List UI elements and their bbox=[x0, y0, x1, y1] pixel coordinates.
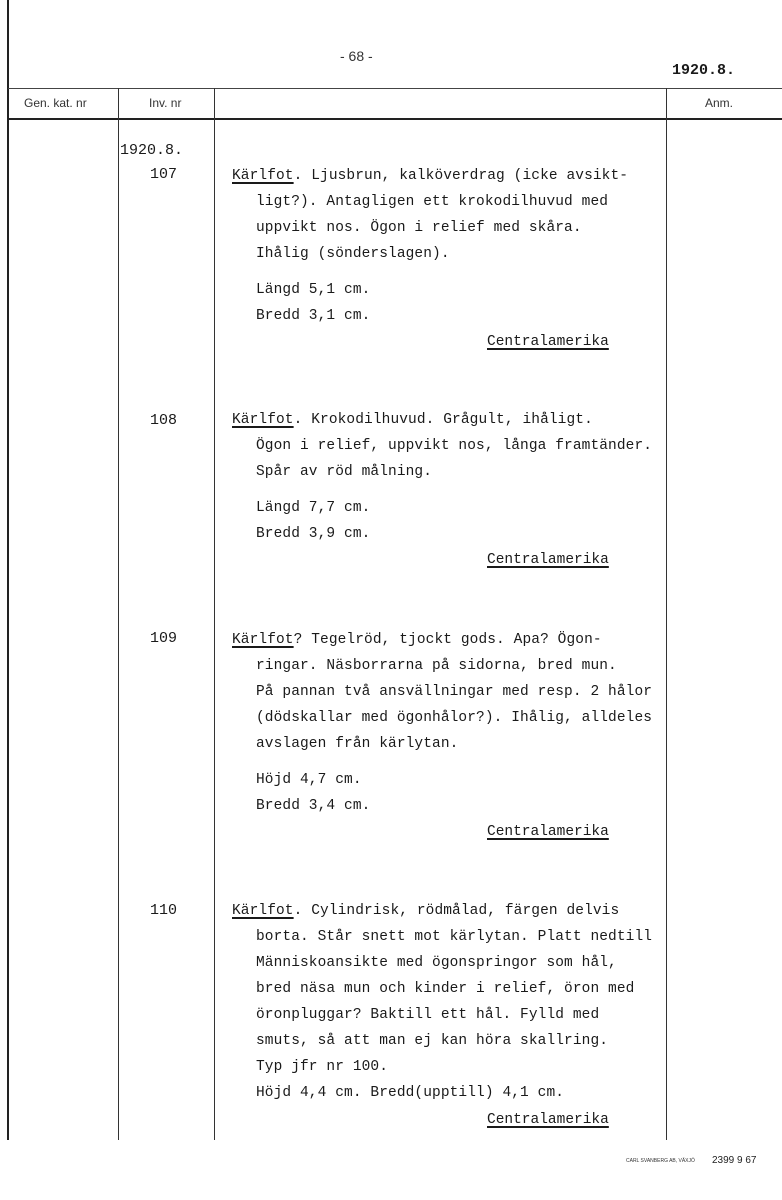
entry-text-line: Ihålig (sönderslagen). bbox=[256, 246, 450, 262]
entry-text-line: Ögon i relief, uppvikt nos, långa framtänder. bbox=[256, 438, 653, 454]
entry-title: Kärlfot bbox=[232, 412, 294, 428]
header-date: 1920.8. bbox=[672, 62, 736, 79]
entry-measure: Höjd 4,7 cm. bbox=[256, 772, 362, 788]
form-code: 2399 9 67 bbox=[712, 1155, 757, 1166]
entry-text-line: ligt?). Antagligen ett krokodilhuvud med bbox=[256, 194, 609, 210]
entry-text-line: Människoansikte med ögonspringor som hål, bbox=[256, 955, 617, 971]
entry-measure: Bredd 3,1 cm. bbox=[256, 308, 371, 324]
entry-region: Centralamerika bbox=[487, 552, 609, 568]
column-divider bbox=[118, 88, 119, 1140]
entry-text-line: Kärlfot. Cylindrisk, rödmålad, färgen delvis bbox=[232, 903, 620, 919]
entry-region: Centralamerika bbox=[487, 334, 609, 350]
entry-text-line: smuts, så att man ej kan höra skallring. bbox=[256, 1033, 609, 1049]
entry-text-line: Kärlfot. Krokodilhuvud. Grågult, ihåligt. bbox=[232, 412, 593, 428]
entry-measure: Bredd 3,4 cm. bbox=[256, 798, 371, 814]
entry-region: Centralamerika bbox=[487, 824, 609, 840]
inventory-number: 107 bbox=[150, 166, 178, 183]
printer-imprint: CARL SVANBERG AB, VÄXJÖ bbox=[626, 1158, 695, 1164]
inventory-number: 108 bbox=[150, 412, 178, 429]
entry-measure: Höjd 4,4 cm. Bredd(upptill) 4,1 cm. bbox=[256, 1085, 565, 1101]
entry-text-line: borta. Står snett mot kärlytan. Platt nedtill bbox=[256, 929, 653, 945]
entry-text-line: ringar. Näsborrarna på sidorna, bred mun. bbox=[256, 658, 617, 674]
page-number: - 68 - bbox=[340, 48, 373, 64]
entry-region: Centralamerika bbox=[487, 1112, 609, 1128]
entry-text-line: På pannan två ansvällningar med resp. 2 hålor bbox=[256, 684, 653, 700]
entry-text-line: uppvikt nos. Ögon i relief med skåra. bbox=[256, 220, 582, 236]
entry-measure: Längd 7,7 cm. bbox=[256, 500, 371, 516]
left-margin-rule bbox=[7, 0, 9, 1140]
inventory-number: 109 bbox=[150, 630, 178, 647]
entry-text-line: (dödskallar med ögonhålor?). Ihålig, alldeles bbox=[256, 710, 653, 726]
entry-text-line: Spår av röd målning. bbox=[256, 464, 433, 480]
entry-measure: Bredd 3,9 cm. bbox=[256, 526, 371, 542]
inventory-number: 110 bbox=[150, 902, 178, 919]
column-header-anm: Anm. bbox=[705, 96, 734, 110]
entry-measure: Längd 5,1 cm. bbox=[256, 282, 371, 298]
column-divider bbox=[666, 88, 667, 1140]
column-header-gen-kat-nr: Gen. kat. nr bbox=[24, 96, 87, 110]
entry-text-line: Kärlfot. Ljusbrun, kalköverdrag (icke avsikt- bbox=[232, 168, 629, 184]
entry-text-line: Typ jfr nr 100. bbox=[256, 1059, 389, 1075]
inventory-prefix: 1920.8. bbox=[120, 142, 184, 159]
entry-text-line: bred näsa mun och kinder i relief, öron med bbox=[256, 981, 635, 997]
entry-text-line: avslagen från kärlytan. bbox=[256, 736, 459, 752]
entry-text-line: öronpluggar? Baktill ett hål. Fylld med bbox=[256, 1007, 600, 1023]
column-header-inv-nr: Inv. nr bbox=[149, 96, 182, 110]
entry-title: Kärlfot bbox=[232, 903, 294, 919]
entry-title: Kärlfot bbox=[232, 632, 294, 648]
column-divider bbox=[214, 88, 215, 1140]
entry-text-line: Kärlfot? Tegelröd, tjockt gods. Apa? Ögon- bbox=[232, 632, 602, 648]
entry-title: Kärlfot bbox=[232, 168, 294, 184]
